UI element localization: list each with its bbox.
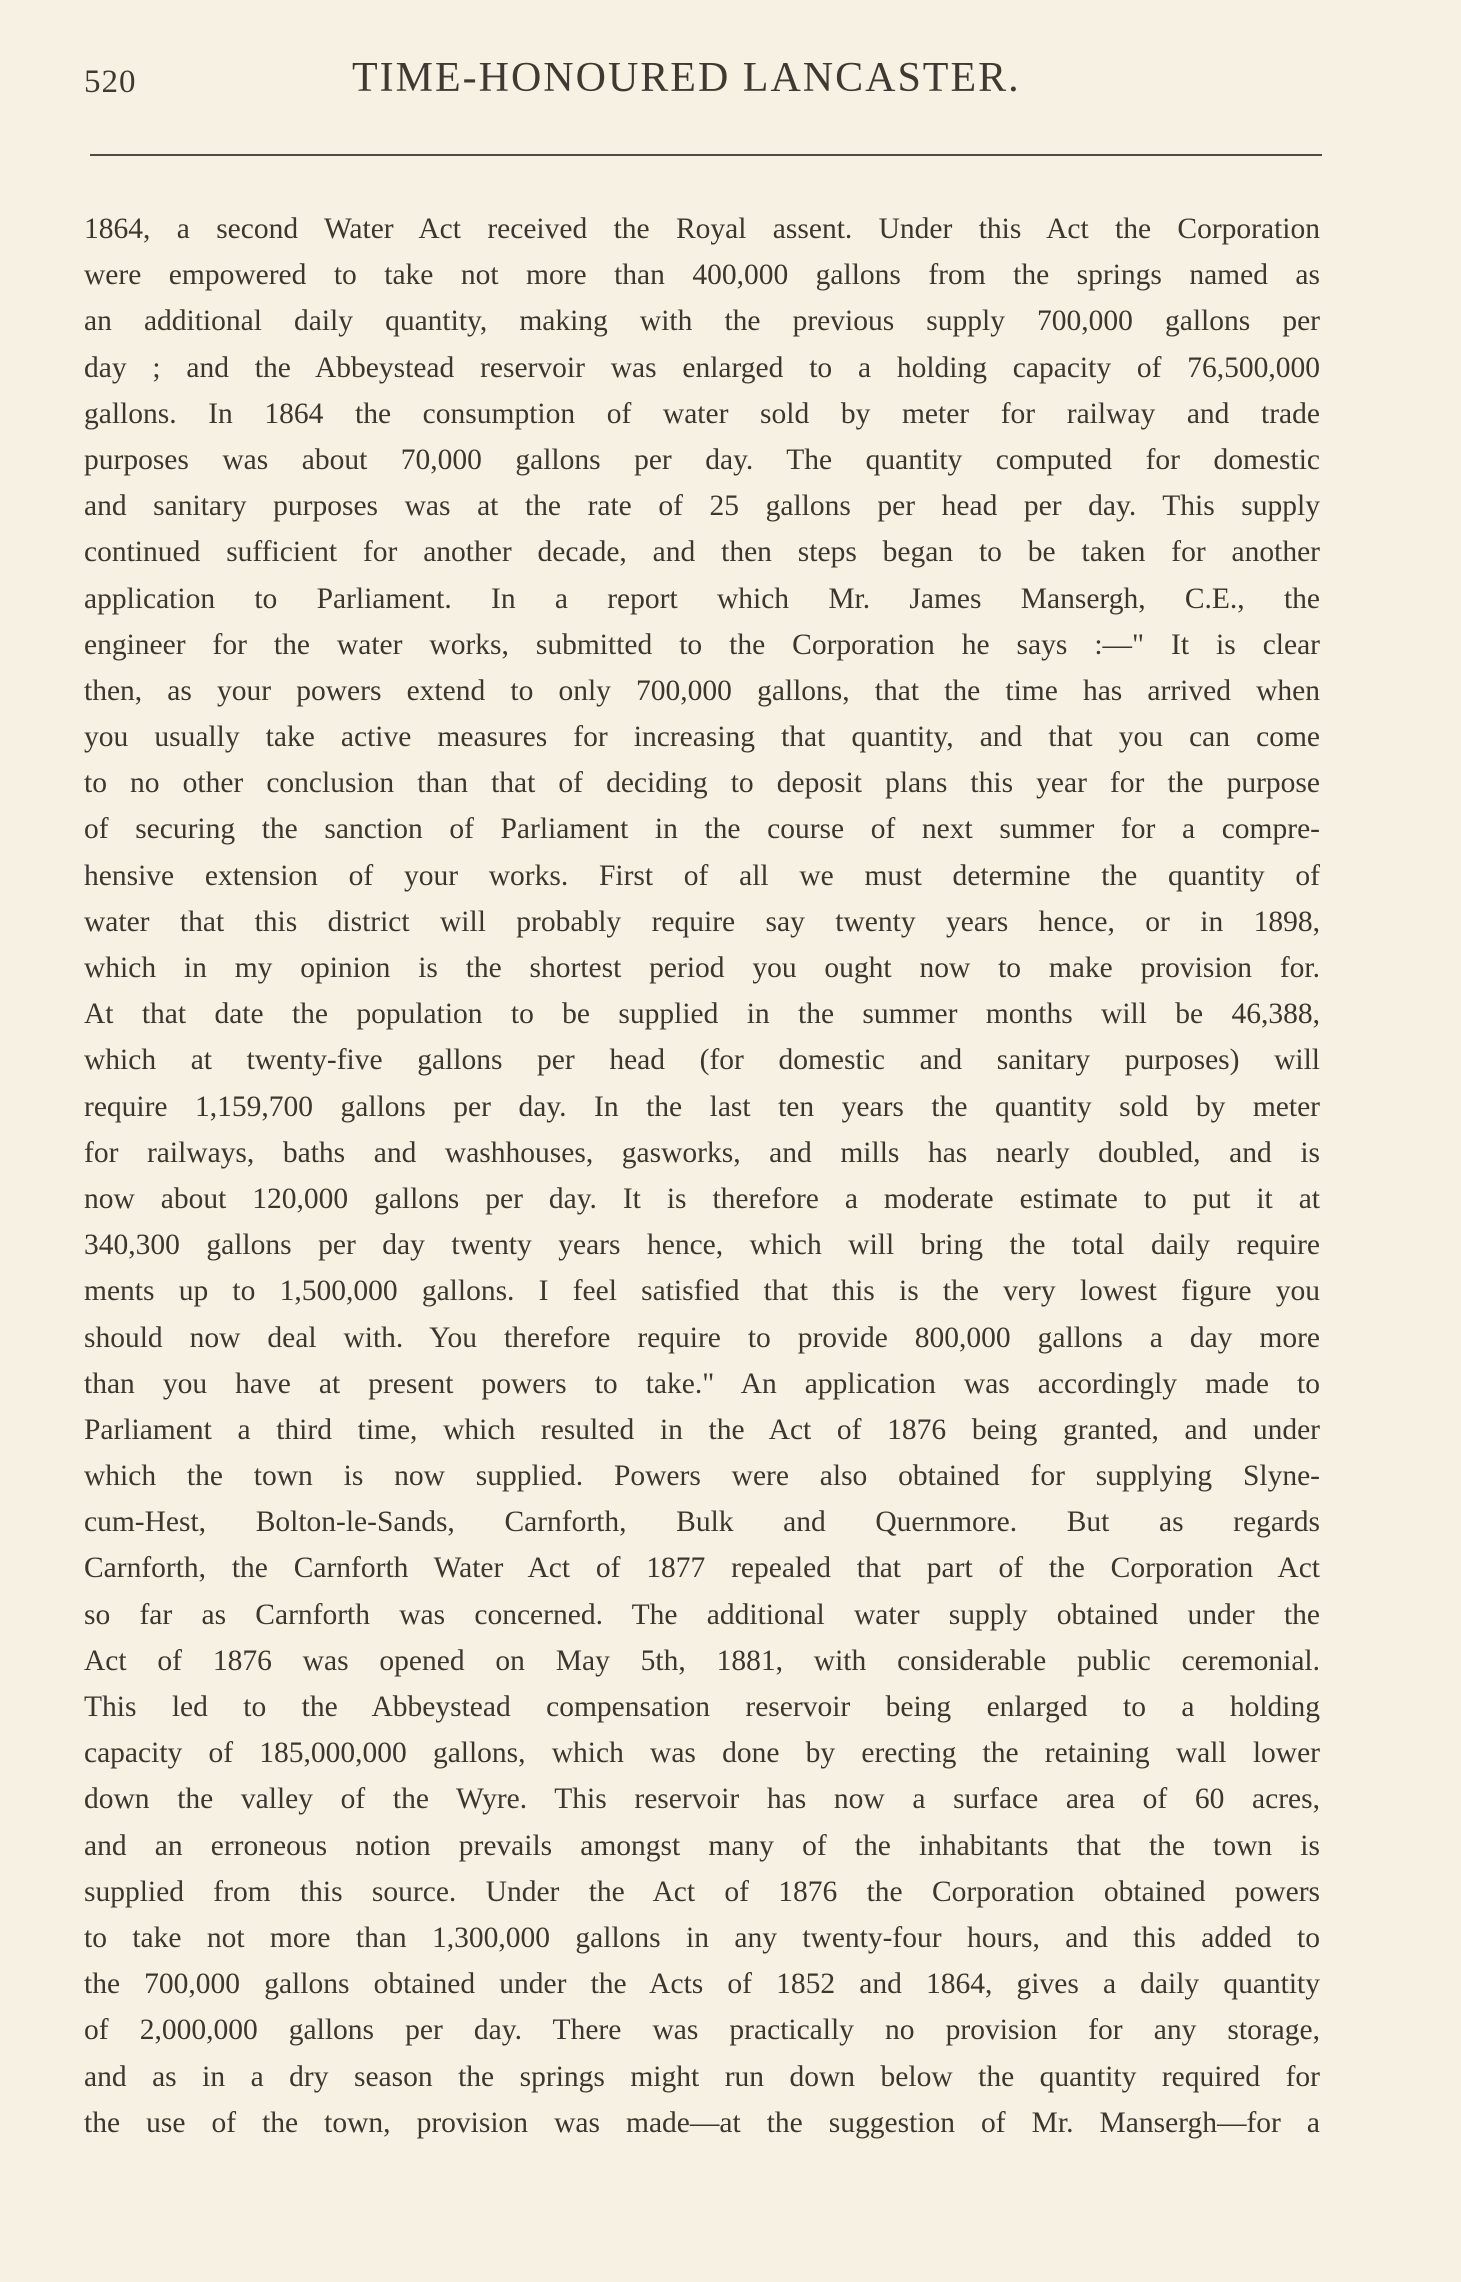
text-line: water that this district will probably require say twenty years hence, or in 1898, <box>84 905 1320 938</box>
text-line: of securing the sanction of Parliament in the course of next summer for a compre- <box>84 813 1320 846</box>
running-title: TIME-HONOURED LANCASTER. <box>352 55 1021 101</box>
text-line: were empowered to take not more than 400,000 gallons from the springs named as <box>84 259 1320 292</box>
text-line: continued sufficient for another decade, and then steps began to be taken for another <box>84 536 1320 569</box>
text-line: 1864, a second Water Act received the Royal assent. Under this Act the Corporation <box>84 213 1320 245</box>
text-line: application to Parliament. In a report which Mr. James Mansergh, C.E., the <box>84 582 1320 615</box>
text-line: cum-Hest, Bolton-le-Sands, Carnforth, Bulk and Quernmore. But as regards <box>84 1506 1320 1539</box>
header-rule <box>90 154 1322 156</box>
page-header <box>84 48 1324 108</box>
text-line: of 2,000,000 gallons per day. There was practically no provision for any storage, <box>84 2014 1320 2047</box>
text-line: the 700,000 gallons obtained under the Acts of 1852 and 1864, gives a daily quantity <box>84 1968 1320 2001</box>
text-line: day ; and the Abbeystead reservoir was enlarged to a holding capacity of 76,500,000 <box>84 351 1320 384</box>
text-line: to no other conclusion than that of deciding to deposit plans this year for the purpose <box>84 767 1320 800</box>
text-line: Carnforth, the Carnforth Water Act of 1877 repealed that part of the Corporation Act <box>84 1552 1320 1585</box>
text-line: you usually take active measures for increasing that quantity, and that you can come <box>84 721 1320 754</box>
text-line: Act of 1876 was opened on May 5th, 1881, with considerable public ceremonial. <box>84 1644 1320 1677</box>
text-line: supplied from this source. Under the Act of 1876 the Corporation obtained powers <box>84 1875 1320 1908</box>
text-line: and as in a dry season the springs might run down below the quantity required for <box>84 2060 1320 2093</box>
text-line: This led to the Abbeystead compensation reservoir being enlarged to a holding <box>84 1691 1320 1723</box>
text-line: then, as your powers extend to only 700,000 gallons, that the time has arrived when <box>84 674 1320 707</box>
text-line: and an erroneous notion prevails amongst many of the inhabitants that the town is <box>84 1829 1320 1862</box>
page-number: 520 <box>84 64 137 100</box>
text-line: and sanitary purposes was at the rate of 25 gallons per head per day. This supply <box>84 490 1320 523</box>
text-line: ments up to 1,500,000 gallons. I feel satisfied that this is the very lowest figure you <box>84 1275 1320 1308</box>
text-line: engineer for the water works, submitted to the Corporation he says :—" It is clear <box>84 628 1320 661</box>
text-line: At that date the population to be supplied in the summer months will be 46,388, <box>84 998 1320 1031</box>
text-line: Parliament a third time, which resulted in the Act of 1876 being granted, and under <box>84 1413 1320 1446</box>
text-line: for railways, baths and washhouses, gasworks, and mills has nearly doubled, and is <box>84 1136 1320 1169</box>
text-line: purposes was about 70,000 gallons per day. The quantity computed for domestic <box>84 443 1320 476</box>
text-line: now about 120,000 gallons per day. It is therefore a moderate estimate to put it at <box>84 1182 1320 1215</box>
text-line: an additional daily quantity, making with the previous supply 700,000 gallons per <box>84 305 1320 338</box>
body-text <box>84 206 1320 2146</box>
text-line: which at twenty-five gallons per head (for domestic and sanitary purposes) will <box>84 1044 1320 1077</box>
text-line: down the valley of the Wyre. This reservoir has now a surface area of 60 acres, <box>84 1783 1320 1816</box>
text-line: which the town is now supplied. Powers were also obtained for supplying Slyne- <box>84 1460 1320 1493</box>
text-line: hensive extension of your works. First of all we must determine the quantity of <box>84 859 1320 892</box>
text-line: so far as Carnforth was concerned. The additional water supply obtained under the <box>84 1598 1320 1631</box>
text-line: require 1,159,700 gallons per day. In the last ten years the quantity sold by meter <box>84 1090 1320 1123</box>
text-line: the use of the town, provision was made—at the suggestion of Mr. Mansergh—for a <box>84 2106 1320 2139</box>
text-line: which in my opinion is the shortest period you ought now to make provision for. <box>84 952 1320 984</box>
text-line: gallons. In 1864 the consumption of water sold by meter for railway and trade <box>84 397 1320 430</box>
text-line: 340,300 gallons per day twenty years hence, which will bring the total daily require <box>84 1229 1320 1262</box>
text-line: to take not more than 1,300,000 gallons in any twenty-four hours, and this added to <box>84 1921 1320 1954</box>
text-line: should now deal with. You therefore require to provide 800,000 gallons a day more <box>84 1321 1320 1354</box>
text-line: than you have at present powers to take." An application was accordingly made to <box>84 1367 1320 1400</box>
text-line: capacity of 185,000,000 gallons, which was done by erecting the retaining wall lower <box>84 1737 1320 1770</box>
